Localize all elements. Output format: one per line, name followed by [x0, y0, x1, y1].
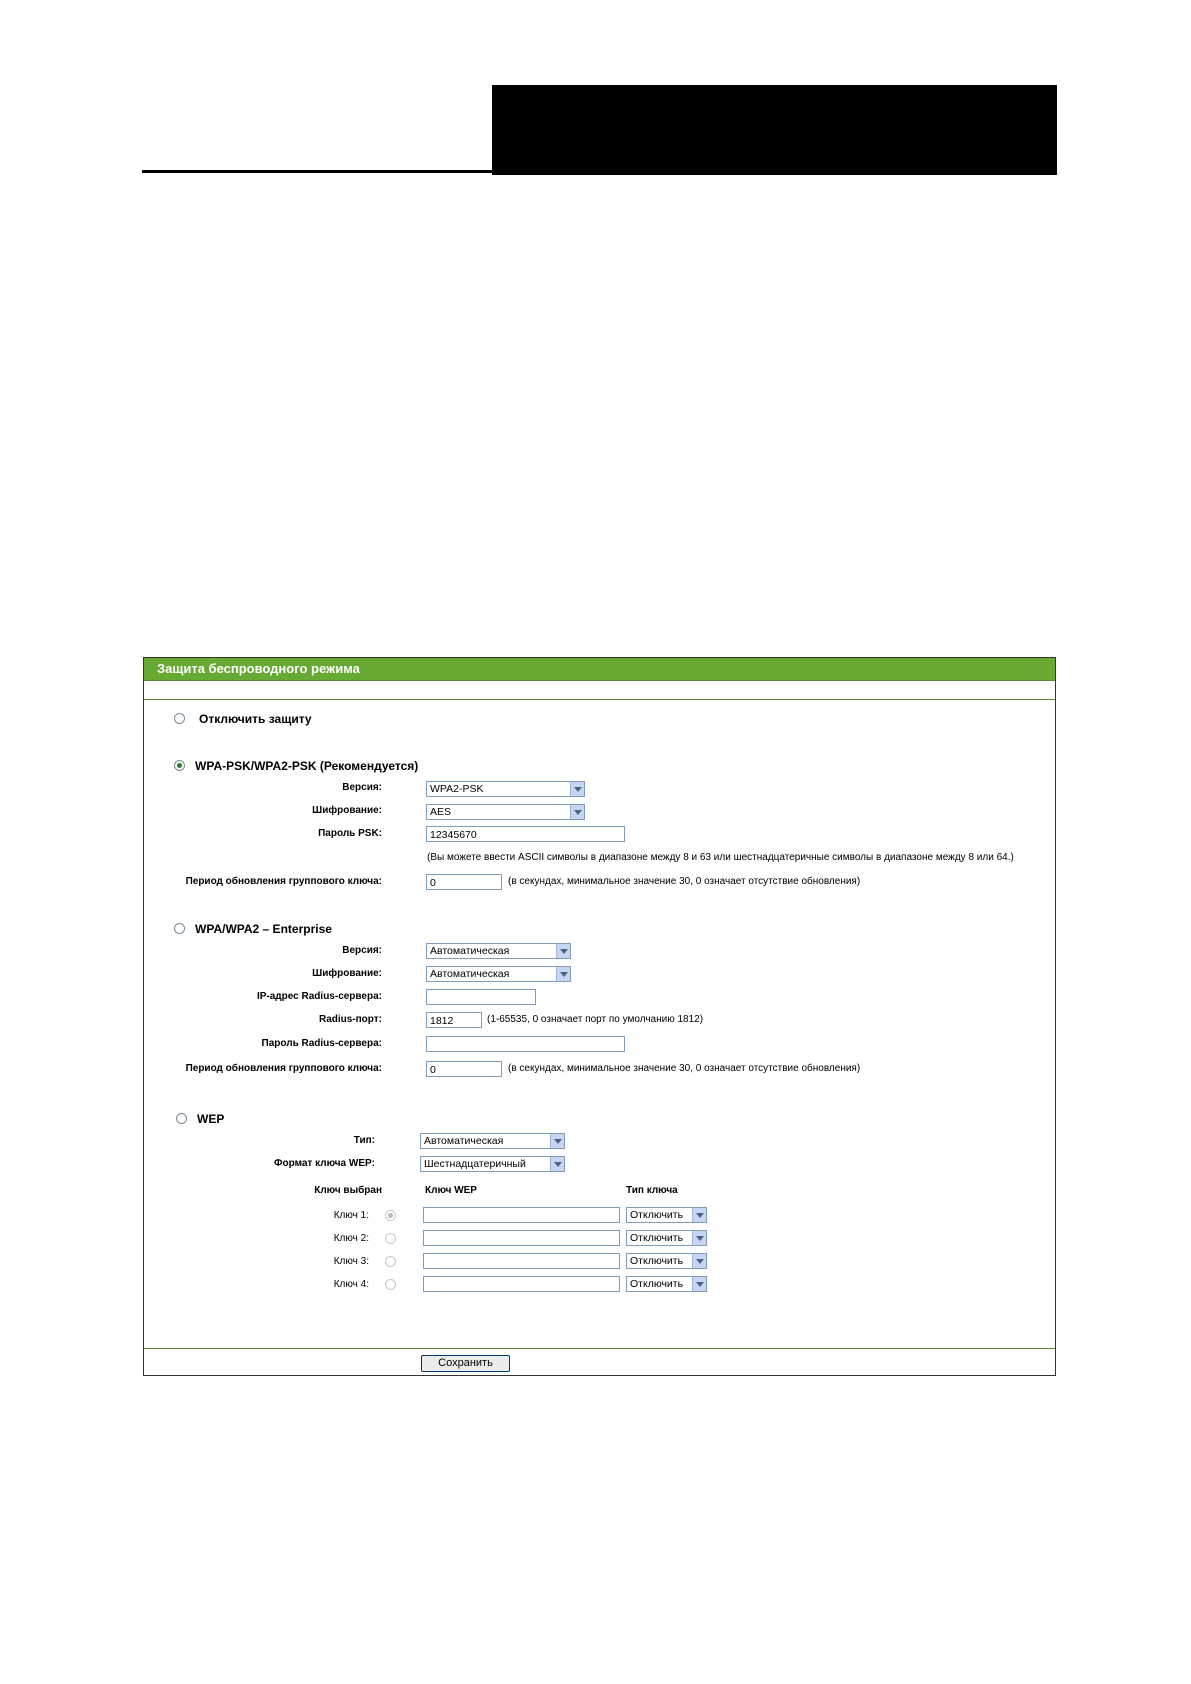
wep-key-4-type-select[interactable]: [626, 1276, 707, 1292]
wep-key-3-radio[interactable]: [385, 1256, 396, 1267]
wpa-enterprise-radio[interactable]: [174, 923, 185, 934]
enterprise-version-value: Автоматическая: [430, 945, 510, 957]
wep-format-select[interactable]: [420, 1156, 565, 1172]
wep-col-selected: Ключ выбран: [314, 1185, 382, 1196]
wpa-psk-encryption-select[interactable]: [426, 804, 585, 820]
chevron-down-icon: [570, 782, 584, 796]
wep-key-2-type-select[interactable]: [626, 1230, 707, 1246]
document-header-rule: [142, 170, 492, 173]
panel-footer-divider: [144, 1348, 1055, 1349]
wep-key-4-type-value: Отключить: [630, 1278, 684, 1290]
chevron-down-icon: [556, 967, 570, 981]
wep-type-value: Автоматическая: [424, 1135, 504, 1147]
panel-top-divider: [144, 680, 1055, 681]
wep-key-1-input[interactable]: [423, 1207, 620, 1223]
wpa-psk-encryption-value: AES: [430, 806, 452, 818]
wep-col-type: Тип ключа: [626, 1185, 678, 1196]
radius-port-hint: (1-65535, 0 означает порт по умолчанию 1812): [487, 1014, 704, 1025]
wep-key-2-input[interactable]: [423, 1230, 620, 1246]
wep-key-3-type-value: Отключить: [630, 1255, 684, 1267]
wep-key-4-input[interactable]: [423, 1276, 620, 1292]
chevron-down-icon: [692, 1208, 706, 1222]
wep-key-3-input[interactable]: [423, 1253, 620, 1269]
enterprise-group-key-input[interactable]: 0: [426, 1061, 502, 1077]
wep-type-select[interactable]: [420, 1133, 565, 1149]
enterprise-encryption-label: Шифрование:: [312, 968, 382, 979]
wep-key-1-radio[interactable]: [385, 1210, 396, 1221]
chevron-down-icon: [556, 944, 570, 958]
wep-key-1-type-select[interactable]: [626, 1207, 707, 1223]
disable-security-title: Отключить защиту: [199, 712, 312, 726]
wep-type-label: Тип:: [353, 1135, 375, 1146]
enterprise-encryption-select[interactable]: [426, 966, 571, 982]
radius-port-input[interactable]: 1812: [426, 1012, 482, 1028]
psk-password-label: Пароль PSK:: [318, 828, 382, 839]
wpa-psk-radio[interactable]: [174, 760, 185, 771]
wep-title: WEP: [197, 1112, 225, 1126]
wpa-psk-group-key-hint: (в секундах, минимальное значение 30, 0 означает отсутствие обновления): [508, 876, 861, 887]
enterprise-version-select[interactable]: [426, 943, 571, 959]
chevron-down-icon: [692, 1231, 706, 1245]
document-header-block: [492, 85, 1057, 175]
wep-col-key: Ключ WEP: [425, 1185, 477, 1196]
wep-format-value: Шестнадцатеричный: [424, 1158, 526, 1170]
disable-security-radio[interactable]: [174, 713, 185, 724]
wep-format-label: Формат ключа WEP:: [273, 1158, 375, 1169]
radius-password-input[interactable]: [426, 1036, 625, 1052]
chevron-down-icon: [570, 805, 584, 819]
wep-key-2-type-value: Отключить: [630, 1232, 684, 1244]
wpa-psk-version-value: WPA2-PSK: [430, 783, 484, 795]
save-button[interactable]: Сохранить: [421, 1355, 510, 1372]
wpa-psk-group-key-label: Период обновления группового ключа:: [185, 876, 382, 887]
psk-password-hint: (Вы можете ввести ASCII символы в диапазоне между 8 и 63 или шестнадцатеричные символы в диапазоне между 8 или 64.): [427, 852, 1014, 863]
radius-password-label: Пароль Radius-сервера:: [261, 1038, 382, 1049]
wpa-psk-group-key-input[interactable]: 0: [426, 874, 502, 890]
wep-key-1-type-value: Отключить: [630, 1209, 684, 1221]
radius-ip-input[interactable]: [426, 989, 536, 1005]
psk-password-input[interactable]: 12345670: [426, 826, 625, 842]
radius-port-label: Radius-порт:: [318, 1014, 382, 1025]
wep-key-4-radio[interactable]: [385, 1279, 396, 1290]
radius-ip-label: IP-адрес Radius-сервера:: [256, 991, 382, 1002]
wpa-enterprise-title: WPA/WPA2 – Enterprise: [195, 922, 332, 936]
wep-radio[interactable]: [176, 1113, 187, 1124]
enterprise-encryption-value: Автоматическая: [430, 968, 510, 980]
wep-key-2-label: Ключ 2:: [333, 1233, 369, 1244]
chevron-down-icon: [550, 1134, 564, 1148]
chevron-down-icon: [550, 1157, 564, 1171]
panel-title: Защита беспроводного режима: [144, 658, 1055, 680]
wep-key-4-label: Ключ 4:: [333, 1279, 369, 1290]
chevron-down-icon: [692, 1277, 706, 1291]
enterprise-group-key-label: Период обновления группового ключа:: [185, 1063, 382, 1074]
wpa-psk-encryption-label: Шифрование:: [312, 805, 382, 816]
wireless-security-panel: [143, 657, 1056, 1376]
wep-key-2-radio[interactable]: [385, 1233, 396, 1244]
wpa-psk-version-select[interactable]: [426, 781, 585, 797]
wep-key-3-label: Ключ 3:: [333, 1256, 369, 1267]
wpa-psk-version-label: Версия:: [342, 782, 382, 793]
enterprise-group-key-hint: (в секундах, минимальное значение 30, 0 означает отсутствие обновления): [508, 1063, 861, 1074]
wep-key-1-label: Ключ 1:: [333, 1210, 369, 1221]
wep-key-3-type-select[interactable]: [626, 1253, 707, 1269]
enterprise-version-label: Версия:: [342, 945, 382, 956]
chevron-down-icon: [692, 1254, 706, 1268]
panel-subheader-divider: [144, 699, 1055, 700]
wpa-psk-title: WPA-PSK/WPA2-PSK (Рекомендуется): [195, 759, 419, 773]
